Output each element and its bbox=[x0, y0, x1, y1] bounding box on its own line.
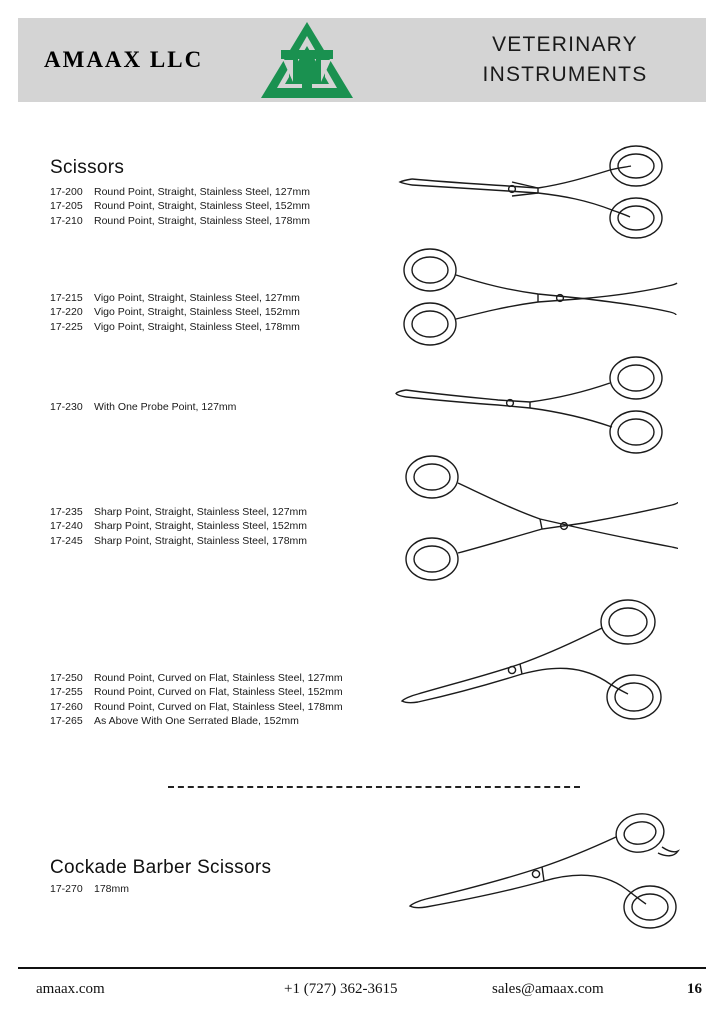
item-group-cockade-barber bbox=[50, 882, 129, 896]
figure-scissors-vigo-point-straight bbox=[388, 242, 678, 352]
list-item: 17-220 Vigo Point, Straight, Stainless Steel, 152mm bbox=[50, 306, 300, 319]
figure-scissors-round-point-straight bbox=[388, 140, 678, 245]
list-item: 17-265 As Above With One Serrated Blade, 152mm bbox=[50, 715, 299, 728]
list-item: 17-250 Round Point, Curved on Flat, Stainless Steel, 127mm bbox=[50, 672, 343, 684]
figure-cockade-barber-scissors bbox=[400, 807, 690, 942]
footer-phone[interactable]: +1 (727) 362-3615 bbox=[284, 980, 398, 997]
list-item: 17-225 Vigo Point, Straight, Stainless Steel, 178mm bbox=[50, 320, 300, 333]
brand-name: AMAAX LLC bbox=[44, 47, 204, 72]
list-item: 17-245 Sharp Point, Straight, Stainless Steel, 178mm bbox=[50, 534, 308, 547]
page-title bbox=[450, 30, 680, 91]
footer-website[interactable]: amaax.com bbox=[36, 980, 105, 997]
figure-scissors-one-probe-point bbox=[388, 350, 678, 460]
amaax-triangle-logo-icon bbox=[259, 20, 355, 100]
list-item: 17-205 Round Point, Straight, Stainless Steel, 152mm bbox=[50, 200, 310, 213]
item-group-round-point-straight bbox=[50, 185, 310, 228]
list-item: 17-260 Round Point, Curved on Flat, Stainless Steel, 178mm bbox=[50, 700, 343, 713]
section-title-scissors: Scissors bbox=[50, 157, 125, 178]
list-item: 17-240 Sharp Point, Straight, Stainless Steel, 152mm bbox=[50, 520, 308, 533]
page-footer bbox=[18, 967, 706, 1009]
page-title-line2: INSTRUMENTS bbox=[482, 63, 648, 86]
item-group-one-probe-point bbox=[50, 400, 236, 414]
list-item: 17-235 Sharp Point, Straight, Stainless Steel, 127mm bbox=[50, 506, 308, 518]
page-title-line1: VETERINARY bbox=[492, 32, 638, 56]
section-divider bbox=[168, 786, 580, 788]
list-item: 17-200 Round Point, Straight, Stainless Steel, 127mm bbox=[50, 186, 310, 198]
footer-page-number: 16 bbox=[687, 980, 702, 997]
figure-scissors-sharp-point-straight bbox=[388, 447, 678, 582]
item-group-vigo-point-straight bbox=[50, 291, 300, 334]
list-item: 17-255 Round Point, Curved on Flat, Stainless Steel, 152mm bbox=[50, 686, 343, 699]
page-header bbox=[18, 18, 706, 102]
list-item: 17-270 178mm bbox=[50, 883, 130, 895]
list-item: 17-210 Round Point, Straight, Stainless Steel, 178mm bbox=[50, 214, 310, 227]
item-group-round-point-curved bbox=[50, 671, 343, 729]
list-item: 17-215 Vigo Point, Straight, Stainless Steel, 127mm bbox=[50, 292, 300, 304]
item-group-sharp-point-straight bbox=[50, 505, 307, 548]
footer-email[interactable]: sales@amaax.com bbox=[492, 980, 604, 997]
figure-scissors-round-point-curved bbox=[388, 592, 678, 737]
catalog-page-body bbox=[0, 102, 724, 967]
list-item: 17-230 With One Probe Point, 127mm bbox=[50, 401, 237, 413]
section-title-cockade-barber-scissors: Cockade Barber Scissors bbox=[50, 857, 272, 878]
